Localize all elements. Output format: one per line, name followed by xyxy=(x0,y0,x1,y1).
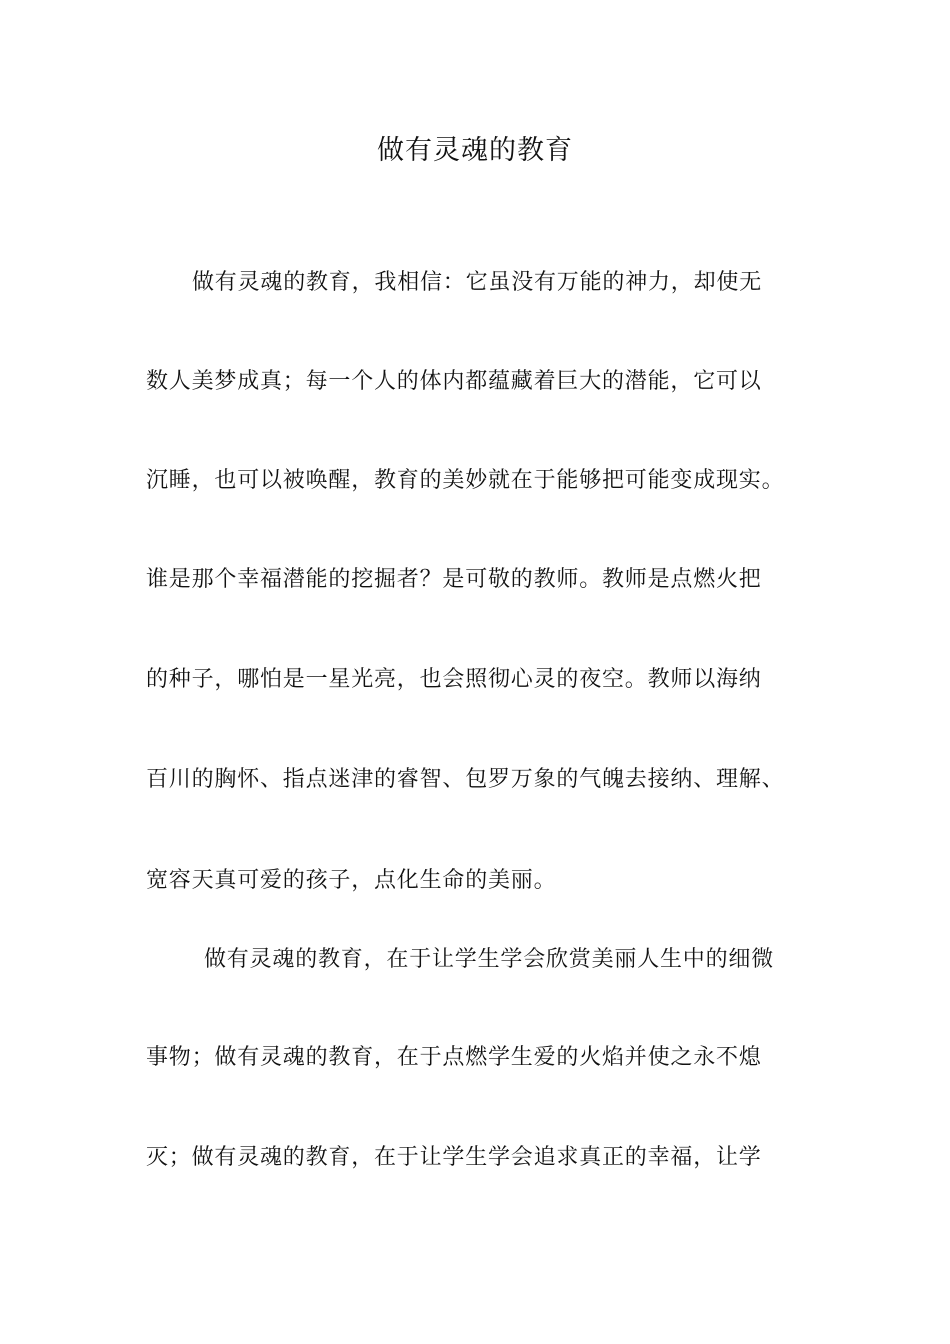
paragraph-1-line-1: 做有灵魂的教育，我相信：它虽没有万能的神力，却使无 xyxy=(192,270,763,295)
paragraph-1-line-4: 谁是那个幸福潜能的挖掘者？是可敬的教师。教师是点燃火把 xyxy=(146,567,762,592)
paragraph-1-line-6: 百川的胸怀、指点迷津的睿智、包罗万象的气魄去接纳、理解、 xyxy=(146,767,785,792)
document-title: 做有灵魂的教育 xyxy=(377,135,573,166)
paragraph-1-line-3: 沉睡，也可以被唤醒，教育的美妙就在于能够把可能变成现实。 xyxy=(146,468,785,493)
paragraph-2-line-3: 灭；做有灵魂的教育，在于让学生学会追求真正的幸福，让学 xyxy=(146,1145,762,1170)
paragraph-2-line-1: 做有灵魂的教育，在于让学生学会欣赏美丽人生中的细微 xyxy=(204,947,775,972)
paragraph-1-line-2: 数人美梦成真；每一个人的体内都蕴藏着巨大的潜能，它可以 xyxy=(146,369,762,394)
paragraph-1-line-5: 的种子，哪怕是一星光亮，也会照彻心灵的夜空。教师以海纳 xyxy=(146,667,762,692)
paragraph-2-line-2: 事物；做有灵魂的教育，在于点燃学生爱的火焰并使之永不熄 xyxy=(146,1045,762,1070)
paragraph-1-line-7: 宽容天真可爱的孩子，点化生命的美丽。 xyxy=(146,868,557,893)
